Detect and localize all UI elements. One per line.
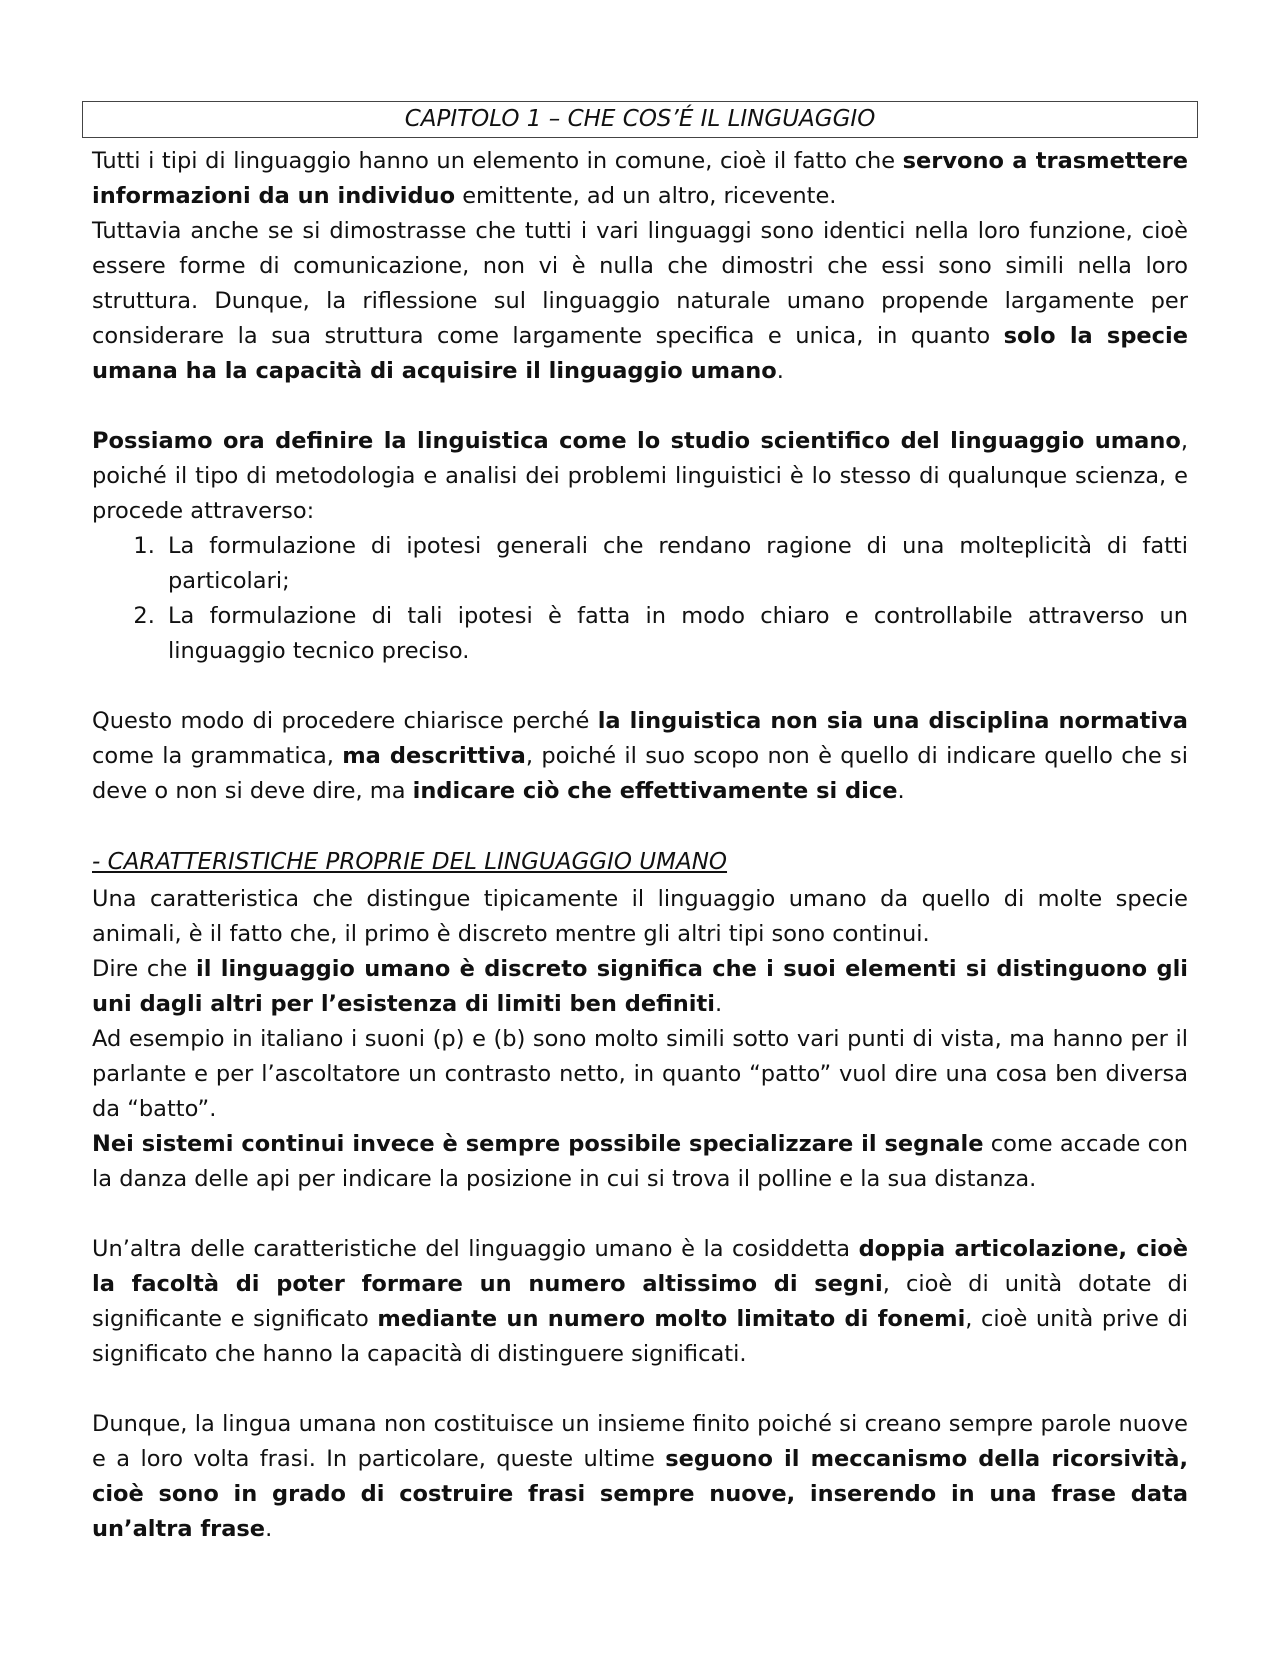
chapter-title: CAPITOLO 1 – CHE COS’É IL LINGUAGGIO <box>82 101 1198 138</box>
paragraph-gap <box>92 389 1188 424</box>
paragraph-gap <box>92 1197 1188 1232</box>
normativa-paragraph: Questo modo di procedere chiarisce perché la linguistica non sia una disciplina normativa come la grammatica, ma descrittiva, poiché il suo scopo non è quello di indicare quello che si deve o non si deve dire, ma indicare ciò che effettivamente si dice. <box>92 708 1188 804</box>
page-content <box>92 101 1188 1547</box>
doppia-articolazione-paragraph: Un’altra delle caratteristiche del linguaggio umano è la cosiddetta doppia articolazione, cioè la facoltà di poter formare un numero altissimo di segni, cioè di unità dotate di significante e significato mediante un numero molto limitato di fonemi, cioè unità prive di significato che hanno la capacità di distinguere significati. <box>92 1236 1188 1367</box>
discreto-definition-paragraph: Dire che il linguaggio umano è discreto significa che i suoi elementi si distinguono gli uni dagli altri per l’esistenza di limiti ben definiti. <box>92 956 1188 1017</box>
intro-paragraph-2: Tuttavia anche se si dimostrasse che tutti i vari linguaggi sono identici nella loro funzione, cioè essere forme di comunicazione, non vi è nulla che dimostri che essi sono simili nella loro struttura. Dunque, la riflessione sul linguaggio naturale umano propende largamente per considerare la sua struttura come largamente specifica e unica, in quanto solo la specie umana ha la capacità di acquisire il linguaggio umano. <box>92 218 1188 384</box>
example-paragraph: Ad esempio in italiano i suoni (p) e (b) sono molto simili sotto vari punti di vista, ma hanno per il parlante e per l’ascoltatore un contrasto netto, in quanto “patto” vuol dire una cosa ben diversa da “batto”. <box>92 1026 1188 1122</box>
list-item: 1. La formulazione di ipotesi generali che rendano ragione di una molteplicità di fatti particolari; <box>162 529 1188 599</box>
discreto-paragraph: Una caratteristica che distingue tipicamente il linguaggio umano da quello di molte specie animali, è il fatto che, il primo è discreto mentre gli altri tipi sono continui. <box>92 886 1188 947</box>
section-heading: - CARATTERISTICHE PROPRIE DEL LINGUAGGIO UMANO <box>92 849 728 875</box>
paragraph-gap <box>92 1372 1188 1407</box>
list-item: 2. La formulazione di tali ipotesi è fatta in modo chiaro e controllabile attraverso un linguaggio tecnico preciso. <box>162 599 1188 669</box>
ricorsivita-paragraph: Dunque, la lingua umana non costituisce un insieme finito poiché si creano sempre parole nuove e a loro volta frasi. In particolare, queste ultime seguono il meccanismo della ricorsività, cioè sono in grado di costruire frasi sempre nuove, inserendo in una frase data un’altra frase. <box>92 1411 1188 1542</box>
method-list <box>92 529 1188 669</box>
intro-paragraph-1: Tutti i tipi di linguaggio hanno un elemento in comune, cioè il fatto che servono a trasmettere informazioni da un individuo emittente, ad un altro, ricevente. <box>92 148 1188 209</box>
paragraph-gap <box>92 669 1188 704</box>
paragraph-gap <box>92 809 1188 839</box>
continui-paragraph: Nei sistemi continui invece è sempre possibile specializzare il segnale come accade con la danza delle api per indicare la posizione in cui si trova il polline e la sua distanza. <box>92 1131 1188 1192</box>
linguistica-definition-paragraph: Possiamo ora definire la linguistica come lo studio scientifico del linguaggio umano, poiché il tipo di metodologia e analisi dei problemi linguistici è lo stesso di qualunque scienza, e procede attraverso: <box>92 428 1188 524</box>
